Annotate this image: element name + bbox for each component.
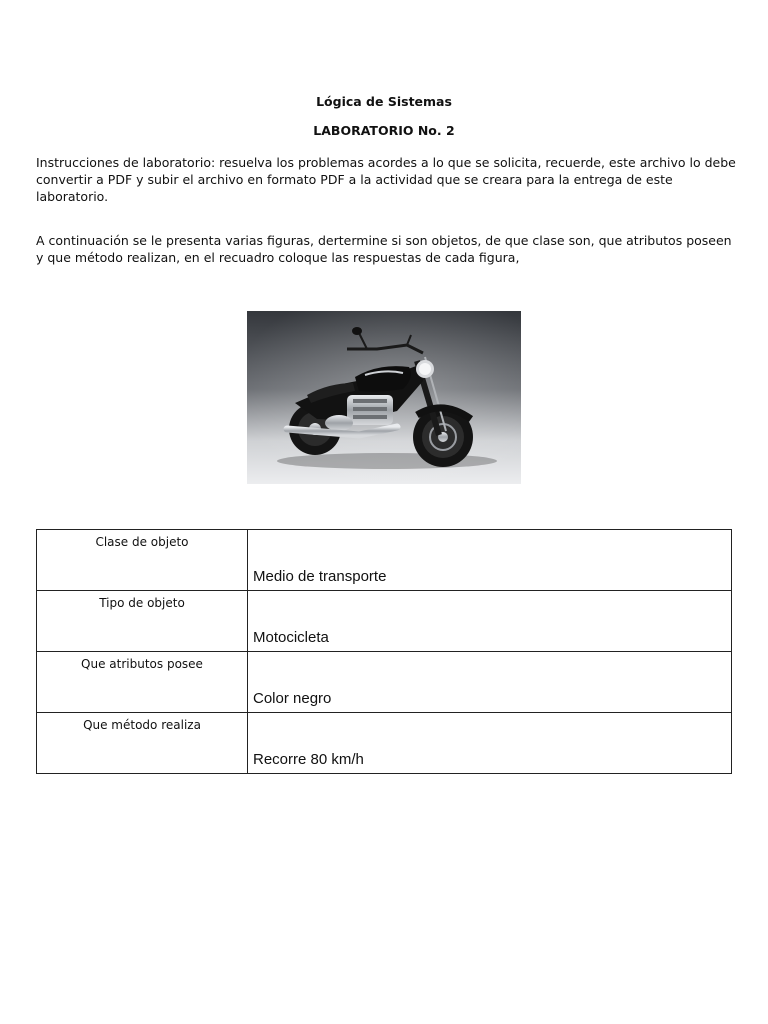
prompt-paragraph: A continuación se le presenta varias figuras, dertermine si son objetos, de que clase son, que atributos poseen y que método realizan, en el recuadro coloque las respuestas de cada figura, (36, 233, 732, 265)
answer-cell[interactable]: Color negro (248, 652, 732, 713)
table-row (37, 652, 732, 713)
motorcycle-photo (247, 311, 521, 484)
question-cell: Clase de objeto (37, 530, 248, 591)
answers-table (36, 529, 732, 774)
question-cell: Que atributos posee (37, 652, 248, 713)
answer-cell[interactable]: Medio de transporte (248, 530, 732, 591)
instructions-paragraph: Instrucciones de laboratorio: resuelva los problemas acordes a lo que se solicita, recuerde, este archivo lo debe convertir a PDF y subir el archivo en formato PDF a la actividad que se creara para la entrega de este laboratorio. (36, 155, 736, 204)
question-cell: Tipo de objeto (37, 591, 248, 652)
answer-cell[interactable]: Motocicleta (248, 591, 732, 652)
table-row (37, 591, 732, 652)
question-cell: Que método realiza (37, 713, 248, 774)
document-subtitle: LABORATORIO No. 2 (313, 123, 455, 138)
table-row (37, 713, 732, 774)
document-title: Lógica de Sistemas (316, 94, 452, 109)
table-row (37, 530, 732, 591)
answer-cell[interactable]: Recorre 80 km/h (248, 713, 732, 774)
